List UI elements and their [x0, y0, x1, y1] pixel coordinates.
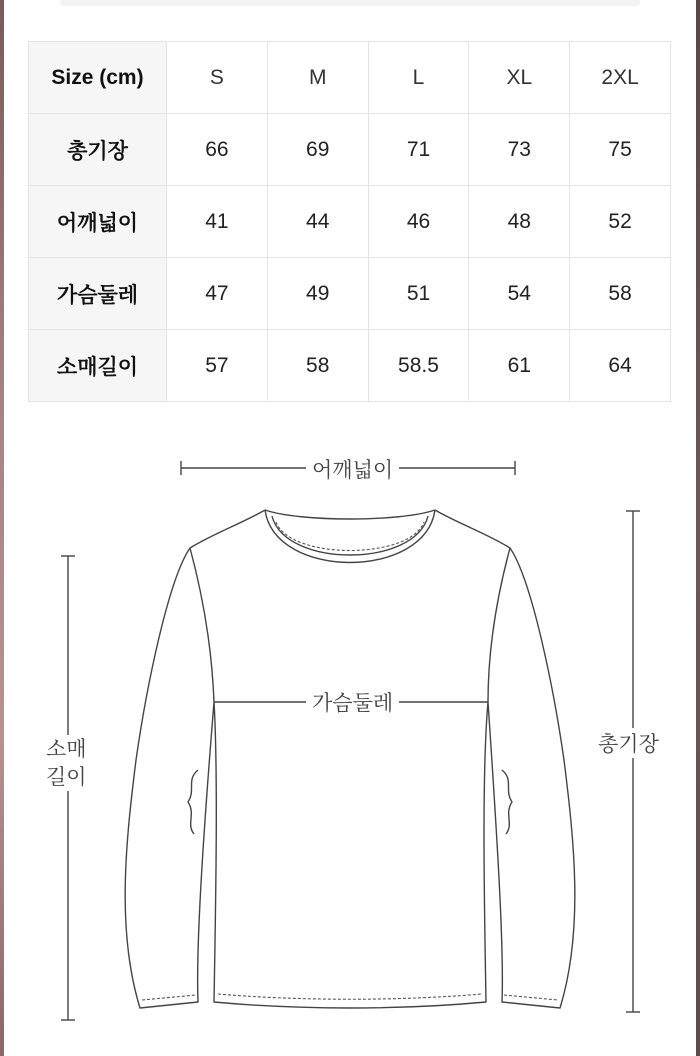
shoulder-width-label: 어깨넓이 [306, 454, 399, 484]
table-cell: 73 [469, 114, 570, 186]
sleeve-label-line2: 길이 [46, 765, 87, 789]
table-cell: 69 [267, 114, 368, 186]
table-cell: 41 [167, 186, 268, 258]
shirt-body-outline [125, 510, 575, 1008]
size-column-header: S [167, 42, 268, 114]
chest-label: 가슴둘레 [306, 687, 399, 717]
table-cell: 54 [469, 258, 570, 330]
shirt-measurement-diagram [0, 430, 700, 1056]
table-cell: 66 [167, 114, 268, 186]
size-chart-table [28, 41, 671, 402]
row-label: 가슴둘레 [29, 258, 167, 330]
table-cell: 48 [469, 186, 570, 258]
table-cell: 47 [167, 258, 268, 330]
table-row [29, 258, 671, 330]
table-cell: 61 [469, 330, 570, 402]
size-column-header: L [368, 42, 469, 114]
top-divider [60, 0, 640, 6]
table-cell: 51 [368, 258, 469, 330]
table-cell: 57 [167, 330, 268, 402]
table-row [29, 114, 671, 186]
row-label: 어깨넓이 [29, 186, 167, 258]
table-cell: 44 [267, 186, 368, 258]
table-cell: 58 [267, 330, 368, 402]
table-cell: 71 [368, 114, 469, 186]
sleeve-label-line1: 소매 [46, 737, 87, 761]
table-cell: 49 [267, 258, 368, 330]
table-cell: 75 [570, 114, 671, 186]
table-cell: 46 [368, 186, 469, 258]
row-label: 소매길이 [29, 330, 167, 402]
table-header-row [29, 42, 671, 114]
row-label: 총기장 [29, 114, 167, 186]
table-cell: 58.5 [368, 330, 469, 402]
table-cell: 64 [570, 330, 671, 402]
shirt-outline-illustration [0, 430, 700, 1056]
table-row [29, 186, 671, 258]
table-row [29, 330, 671, 402]
size-unit-header: Size (cm) [29, 42, 167, 114]
size-column-header: 2XL [570, 42, 671, 114]
total-length-label: 총기장 [598, 728, 659, 758]
sleeve-length-label [46, 735, 87, 791]
table-cell: 58 [570, 258, 671, 330]
table-cell: 52 [570, 186, 671, 258]
size-column-header: XL [469, 42, 570, 114]
size-column-header: M [267, 42, 368, 114]
